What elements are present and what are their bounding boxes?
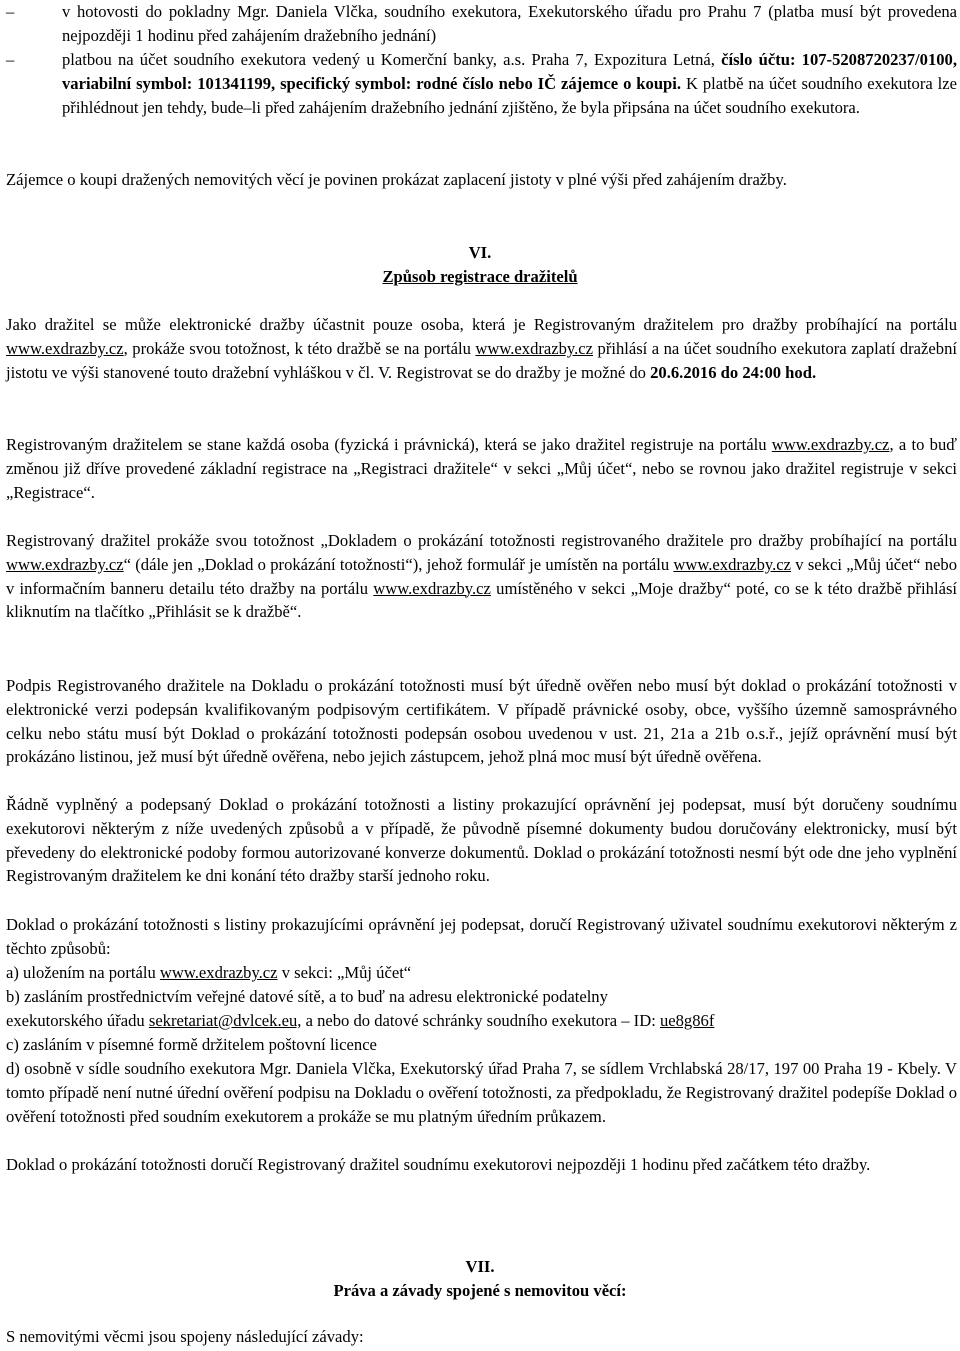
delivery-option-d: d) osobně v sídle soudního exekutora Mgr. Daniela Vlčka, Exekutorský úřad Praha 7, se sídlem Vrchlabská 28/17, 197 00 Praha 19 - Kbely. V tomto případě není nutné úřední ověření podpisu na Dokladu o ověření totožnosti, za předpokladu, že Registrovaný dražitel podepíše Doklad o ověření totožnosti před soudním exekutorem a prokáže se mu platným úředním průkazem. [6, 1059, 957, 1126]
deposit-paragraph: Zájemce o koupi dražených nemovitých věcí je povinen prokázat zaplacení jistoty v plné výši před zahájením dražby. [6, 170, 787, 189]
reg-text: umístěného v sekci „Moje dražby“ poté, co se k této dražbě přihlásí kliknutím na tlačítko „Přihlásit se k dražbě“. [6, 578, 958, 622]
reg-text: Registrovaný dražitel prokáže svou totožnost „Dokladem o prokázání totožnosti registrovaného dražitele pro dražby probíhající na portálu [6, 531, 957, 550]
section-number-vi: VI. [468, 243, 492, 262]
reg-text: Jako dražitel se může elektronické dražby účastnit pouze osoba, která je Registrovaným dražitelem pro dražby probíhající na portálu [6, 315, 957, 334]
email-link[interactable]: sekretariat@dvlcek.eu, [148, 1011, 302, 1030]
delivery-option-b-line1: b) zasláním prostřednictvím veřejné datové sítě, a to buď na adresu elektronické podatelny [6, 987, 608, 1006]
bullet-bank-payment [62, 48, 957, 119]
signature-paragraph: Podpis Registrovaného dražitele na Dokladu o prokázání totožnosti musí být úředně ověřen nebo musí být doklad o prokázání totožnosti v elektronické verzi podepsán kvalifikovaným podpisovým certifikátem. V případě právnické osoby, obce, vyššího územně samosprávného celku nebo státu musí být Doklad o prokázání totožnosti podepsán osobou uvedenou v ust. 21, 21a a 21b o.s.ř., jejíž oprávnění musí být prokázáno listinou, jež musí být úředně ověřena, nebo jejich zástupcem, jehož plná moc musí být úředně ověřena. [6, 676, 957, 767]
bullet-cash-payment: v hotovosti do pokladny Mgr. Daniela Vlčka, soudního exekutora, Exekutorského úřadu pro Prahu 7 (platba musí být provedena nejpozději 1 hodinu před zahájením dražebního jednání) [62, 2, 957, 45]
reg-text: v sekci „Můj účet“ nebo v informačním banneru detailu této dražby na portálu [6, 554, 957, 598]
registration-paragraph-1 [6, 313, 957, 384]
registration-deadline: 20.6.2016 do 24:00 hod. [650, 362, 817, 382]
option-text: exekutorského úřadu [6, 1011, 149, 1030]
account-details: číslo účtu: 107-5208720237/0100, variabilní symbol: 101341199, specifický symbol: rodné číslo nebo IČ zájemce o koupi. [62, 50, 957, 93]
registration-paragraph-3 [6, 529, 957, 624]
delivery-requirements-paragraph: Řádně vyplněný a podepsaný Doklad o prokázání totožnosti a listiny prokazující oprávnění jej podepsat, musí být doručeny soudnímu exekutorovi některým z níže uvedených způsobů a v případě, že původně písemné dokumenty budou doručovány elektronicky, musí být převedeny do elektronické podoby formou autorizované konverze dokumentů. Doklad o prokázání totožnosti nesmí být ode dne jeho vyplnění Registrovaným dražitelem ke dni konání této dražby starší jednoho roku. [6, 795, 957, 886]
exdrazby-link[interactable]: www.exdrazby.cz [6, 554, 124, 574]
delivery-methods-intro: Doklad o prokázání totožnosti s listiny prokazujícími oprávnění jej podepsat, doručí Registrovaný uživatel soudnímu exekutorovi některým z těchto způsobů: [6, 915, 957, 958]
reg-text: Registrovaným dražitelem se stane každá osoba (fyzická i právnická), která se jako dražitel registruje na portálu [6, 435, 772, 454]
exdrazby-link[interactable]: www.exdrazby.cz [673, 554, 792, 574]
reg-text: , prokáže svou totožnost, k této dražbě se na portálu [123, 338, 476, 358]
bank-payment-text: platbou na účet soudního exekutora vedený u Komerční banky, a.s. Praha 7, Expozitura Letná, [62, 50, 722, 69]
reg-text: přihlásí a na účet soudního exekutora zaplatí dražební jistotu ve výši stanovené touto dražební vyhláškou v čl. V. Registrovat se do dražby je možné do [6, 338, 957, 382]
delivery-option-c: c) zasláním v písemné formě držitelem poštovní licence [6, 1035, 377, 1054]
exdrazby-link[interactable]: www.exdrazby.cz [771, 435, 890, 454]
bullet-dash: – [6, 2, 15, 21]
exdrazby-link[interactable]: www.exdrazby.cz [159, 963, 278, 982]
exdrazby-link[interactable]: www.exdrazby.cz [373, 578, 491, 598]
section-title-vii: Práva a závady spojené s nemovitou věcí: [333, 1281, 627, 1300]
reg-text: , a to buď změnou již dříve provedené základní registrace na „Registraci dražitele“ v sekci „Můj účet“, nebo se rovnou jako dražitel registruje v sekci „Registrace“. [6, 435, 957, 502]
exdrazby-link[interactable]: www.exdrazby.cz [475, 338, 594, 358]
defects-intro: S nemovitými věcmi jsou spojeny následující závady: [6, 1327, 364, 1346]
reg-text: “ (dále jen „Doklad o prokázání totožnosti“), jehož formulář je umístěn na portálu [123, 554, 674, 574]
option-text: a) uložením na portálu [6, 963, 160, 982]
databox-id-link[interactable]: ue8g86f [659, 1011, 715, 1030]
bank-payment-note: K platbě na účet soudního exekutora lze přihlédnout jen tehdy, bude–li před zahájením dražebního jednání zjištěno, že byla připsána na účet soudního exekutora. [62, 73, 957, 117]
delivery-option-a [6, 961, 957, 985]
option-text: v sekci: „Můj účet“ [277, 963, 412, 982]
final-deadline-paragraph: Doklad o prokázání totožnosti doručí Registrovaný dražitel soudnímu exekutorovi nejpozději 1 hodinu před začátkem této dražby. [6, 1155, 871, 1174]
bullet-dash: – [6, 50, 15, 69]
option-text: a nebo do datové schránky soudního exekutora – ID: [301, 1011, 660, 1030]
section-number-vii: VII. [465, 1257, 495, 1276]
delivery-option-b-line2 [6, 1009, 957, 1033]
exdrazby-link[interactable]: www.exdrazby.cz [6, 338, 124, 358]
registration-paragraph-2 [6, 433, 957, 504]
section-title-vi: Způsob registrace dražitelů [382, 267, 578, 286]
